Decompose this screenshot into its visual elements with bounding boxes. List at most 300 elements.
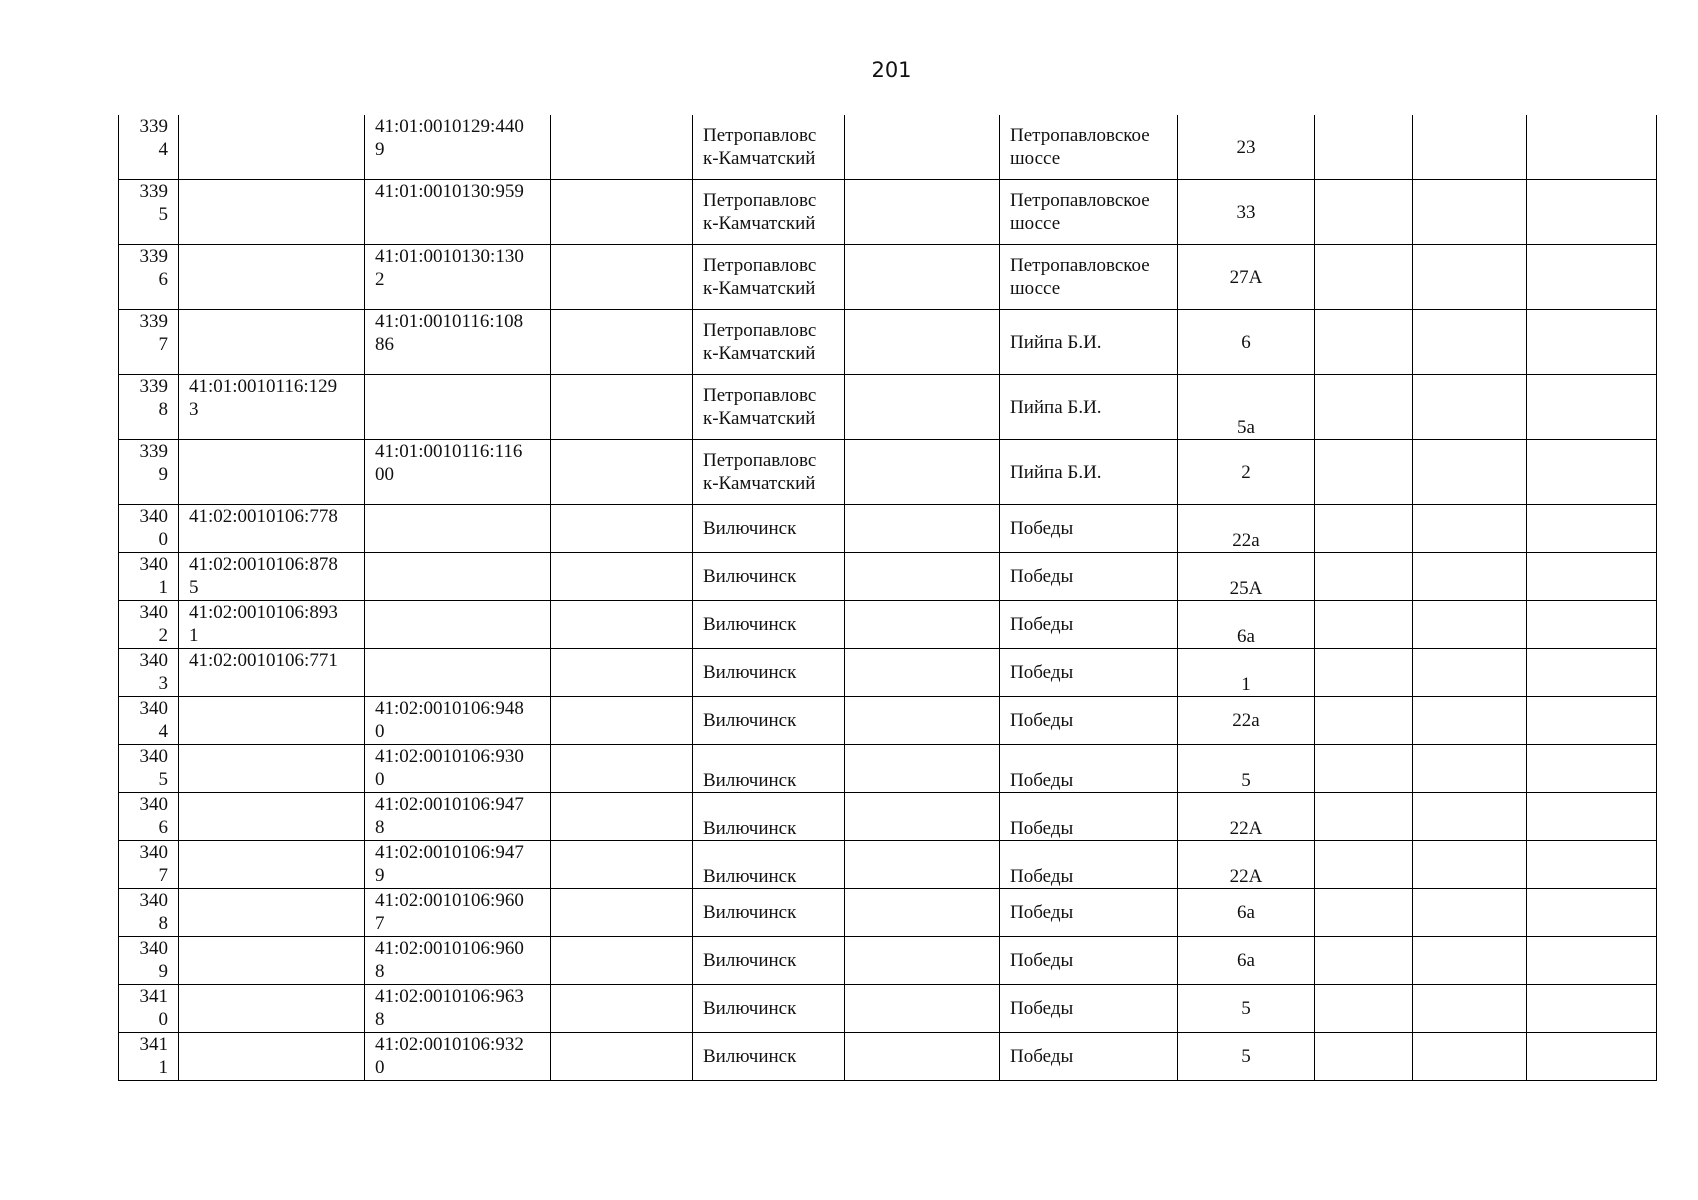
page-number: 201 [871,58,912,82]
row-number-part1: 340 [139,890,168,911]
street-cell [1000,180,1178,245]
city-line1: Вилючинск [703,614,797,635]
cadastral-number-b-line1: 41:02:0010106:960 [375,890,524,911]
city-line2: к-Камчатский [703,343,816,364]
row-number-part1: 339 [139,441,168,462]
city-line1: Вилючинск [703,866,797,887]
empty-cell [1413,649,1527,697]
city-line2: к-Камчатский [703,473,816,494]
house-number: 22А [1229,866,1263,887]
table-row [119,745,1657,793]
row-number-cell [119,601,179,649]
row-number-cell [119,440,179,505]
cadastral-number-b-line1: 41:01:0010130:130 [375,246,524,267]
empty-cell [845,745,1000,793]
city-cell [693,440,845,505]
table-row [119,793,1657,841]
street-cell [1000,115,1178,180]
house-number-cell [1178,245,1315,310]
empty-cell [551,649,693,697]
cadastral-number-b-cell [365,440,551,505]
row-number-part1: 340 [139,938,168,959]
cadastral-number-b-cell [365,841,551,889]
street-cell [1000,697,1178,745]
table-row [119,180,1657,245]
cadastral-number-b-line1: 41:01:0010116:116 [375,441,523,462]
city-cell [693,180,845,245]
cadastral-number-b-cell [365,310,551,375]
empty-cell [551,180,693,245]
city-line1: Вилючинск [703,770,797,791]
row-number-cell [119,841,179,889]
cadastral-number-a-cell [179,180,365,245]
cadastral-number-a-line1: 41:02:0010106:878 [189,554,338,575]
row-number-cell [119,115,179,180]
empty-cell [1527,180,1657,245]
table-row [119,841,1657,889]
row-number-part1: 340 [139,842,168,863]
house-number-cell [1178,375,1315,440]
street-line2: шоссе [1010,213,1061,234]
city-cell [693,889,845,937]
house-number-cell [1178,985,1315,1033]
city-line1: Вилючинск [703,950,797,971]
row-number-cell [119,649,179,697]
cadastral-number-b-cell [365,1033,551,1081]
empty-cell [1315,440,1413,505]
street-line1: Победы [1010,818,1074,839]
table-row [119,1033,1657,1081]
row-number-part1: 340 [139,506,168,527]
empty-cell [1413,440,1527,505]
house-number-cell [1178,115,1315,180]
cadastral-number-b-cell [365,937,551,985]
street-cell [1000,505,1178,553]
row-number-part2: 0 [158,1009,168,1030]
empty-cell [551,1033,693,1081]
cadastral-number-b-line1: 41:01:0010130:959 [375,181,524,202]
empty-cell [1527,697,1657,745]
street-line1: Победы [1010,902,1074,923]
empty-cell [1315,697,1413,745]
row-number-part2: 4 [158,721,168,742]
row-number-part1: 339 [139,376,168,397]
empty-cell [551,793,693,841]
house-number-cell [1178,793,1315,841]
empty-cell [1527,553,1657,601]
empty-cell [551,440,693,505]
cadastral-number-b-line1: 41:02:0010106:947 [375,842,524,863]
row-number-part1: 340 [139,794,168,815]
street-cell [1000,745,1178,793]
row-number-part1: 340 [139,554,168,575]
row-number-part2: 2 [158,625,168,646]
empty-cell [1315,793,1413,841]
empty-cell [845,553,1000,601]
house-number-cell [1178,180,1315,245]
cadastral-number-b-cell [365,745,551,793]
row-number-part2: 8 [158,913,168,934]
street-line2: шоссе [1010,278,1061,299]
street-cell [1000,649,1178,697]
registry-table [118,115,1657,1081]
empty-cell [845,505,1000,553]
city-cell [693,841,845,889]
cadastral-number-a-cell [179,697,365,745]
city-line1: Вилючинск [703,1046,797,1067]
cadastral-number-a-cell [179,505,365,553]
house-number: 2 [1241,461,1251,483]
table-row [119,505,1657,553]
city-cell [693,649,845,697]
city-cell [693,793,845,841]
city-cell [693,745,845,793]
cadastral-number-a-cell [179,889,365,937]
empty-cell [845,115,1000,180]
empty-cell [1413,793,1527,841]
street-line1: Петропавловское [1010,255,1150,276]
empty-cell [1315,889,1413,937]
street-cell [1000,1033,1178,1081]
empty-cell [845,985,1000,1033]
street-line1: Победы [1010,710,1074,731]
empty-cell [1413,601,1527,649]
street-line1: Победы [1010,1046,1074,1067]
empty-cell [845,1033,1000,1081]
cadastral-number-a-cell [179,649,365,697]
cadastral-number-a-cell [179,1033,365,1081]
cadastral-number-a-cell [179,375,365,440]
cadastral-number-b-cell [365,649,551,697]
cadastral-number-a-line2: 41:02:0010106:778 [189,506,338,527]
cadastral-number-b-cell [365,505,551,553]
empty-cell [1413,697,1527,745]
cadastral-number-b-line1: 41:02:0010106:948 [375,698,524,719]
city-cell [693,553,845,601]
empty-cell [551,985,693,1033]
cadastral-number-b-cell [365,553,551,601]
cadastral-number-b-line2: 2 [375,269,385,290]
house-number-cell [1178,1033,1315,1081]
row-number-part1: 339 [139,181,168,202]
empty-cell [1527,841,1657,889]
empty-cell [1413,985,1527,1033]
empty-cell [1315,553,1413,601]
city-cell [693,1033,845,1081]
empty-cell [1315,375,1413,440]
house-number-cell [1178,649,1315,697]
house-number: 6а [1237,626,1255,647]
empty-cell [845,245,1000,310]
empty-cell [1413,841,1527,889]
city-line1: Вилючинск [703,662,797,683]
street-line1: Победы [1010,566,1074,587]
city-line1: Петропавловс [703,385,817,406]
empty-cell [551,375,693,440]
empty-cell [845,649,1000,697]
row-number-part1: 340 [139,602,168,623]
row-number-part1: 340 [139,746,168,767]
table-row [119,985,1657,1033]
table-row [119,889,1657,937]
row-number-part1: 340 [139,698,168,719]
house-number: 27А [1229,266,1263,288]
city-cell [693,310,845,375]
house-number-cell [1178,889,1315,937]
row-number-part2: 7 [158,334,168,355]
street-line1: Пийпа Б.И. [1010,461,1102,483]
row-number-cell [119,793,179,841]
cadastral-number-a-cell [179,310,365,375]
city-cell [693,375,845,440]
empty-cell [845,375,1000,440]
cadastral-number-b-line2: 86 [375,334,394,355]
cadastral-number-b-line1: 41:02:0010106:930 [375,746,524,767]
table-row [119,245,1657,310]
row-number-part1: 341 [139,986,168,1007]
cadastral-number-b-line2: 8 [375,817,385,838]
row-number-part1: 339 [139,311,168,332]
cadastral-number-b-line1: 41:02:0010106:963 [375,986,524,1007]
street-line1: Победы [1010,950,1074,971]
row-number-part2: 5 [158,204,168,225]
empty-cell [1315,310,1413,375]
city-line1: Вилючинск [703,566,797,587]
table-row [119,601,1657,649]
row-number-cell [119,310,179,375]
cadastral-number-a-cell [179,440,365,505]
house-number: 5 [1241,1046,1251,1067]
empty-cell [1527,937,1657,985]
empty-cell [1315,1033,1413,1081]
cadastral-number-b-line2: 7 [375,913,385,934]
empty-cell [1315,745,1413,793]
empty-cell [1413,180,1527,245]
street-line1: Победы [1010,770,1074,791]
empty-cell [1315,115,1413,180]
table-row [119,375,1657,440]
empty-cell [1527,115,1657,180]
cadastral-number-b-cell [365,601,551,649]
cadastral-number-a-cell [179,937,365,985]
empty-cell [845,180,1000,245]
cadastral-number-a-line2: 3 [189,399,199,420]
city-line1: Петропавловс [703,255,817,276]
cadastral-number-a-cell [179,553,365,601]
empty-cell [1315,245,1413,310]
cadastral-number-a-line2: 41:02:0010106:771 [189,650,338,671]
empty-cell [1527,310,1657,375]
empty-cell [1413,1033,1527,1081]
row-number-cell [119,245,179,310]
house-number: 33 [1236,201,1256,223]
row-number-cell [119,985,179,1033]
empty-cell [551,745,693,793]
empty-cell [1527,440,1657,505]
empty-cell [1413,745,1527,793]
empty-cell [1413,553,1527,601]
street-cell [1000,601,1178,649]
empty-cell [551,937,693,985]
street-cell [1000,985,1178,1033]
cadastral-number-b-cell [365,697,551,745]
city-line1: Петропавловс [703,320,817,341]
city-cell [693,115,845,180]
row-number-part1: 339 [139,116,168,137]
empty-cell [1527,601,1657,649]
empty-cell [1315,505,1413,553]
street-line1: Победы [1010,518,1074,539]
cadastral-number-a-cell [179,601,365,649]
row-number-cell [119,180,179,245]
cadastral-number-b-line2: 0 [375,1057,385,1078]
empty-cell [845,841,1000,889]
street-line1: Петропавловское [1010,190,1150,211]
empty-cell [551,245,693,310]
empty-cell [1527,889,1657,937]
city-line2: к-Камчатский [703,408,816,429]
row-number-cell [119,1033,179,1081]
empty-cell [1527,245,1657,310]
row-number-part2: 5 [158,769,168,790]
empty-cell [1413,310,1527,375]
empty-cell [1413,937,1527,985]
house-number: 22а [1232,710,1260,731]
street-cell [1000,841,1178,889]
row-number-part1: 340 [139,650,168,671]
house-number-cell [1178,601,1315,649]
house-number-cell [1178,745,1315,793]
empty-cell [551,553,693,601]
house-number-cell [1178,310,1315,375]
row-number-part2: 1 [158,1057,168,1078]
house-number-cell [1178,505,1315,553]
row-number-cell [119,553,179,601]
empty-cell [1315,180,1413,245]
cadastral-number-a-line2: 1 [189,625,199,646]
street-cell [1000,440,1178,505]
empty-cell [845,697,1000,745]
city-line1: Петропавловс [703,450,817,471]
city-line2: к-Камчатский [703,148,816,169]
empty-cell [1527,1033,1657,1081]
cadastral-number-b-line1: 41:01:0010116:108 [375,311,524,332]
cadastral-number-a-line1: 41:02:0010106:893 [189,602,338,623]
empty-cell [1315,601,1413,649]
empty-cell [1315,649,1413,697]
empty-cell [1527,745,1657,793]
house-number-cell [1178,841,1315,889]
row-number-part2: 7 [158,865,168,886]
street-line1: Победы [1010,998,1074,1019]
cadastral-number-b-cell [365,985,551,1033]
cadastral-number-b-line2: 8 [375,1009,385,1030]
city-line1: Вилючинск [703,518,797,539]
row-number-cell [119,697,179,745]
house-number-cell [1178,440,1315,505]
city-cell [693,505,845,553]
table-row [119,310,1657,375]
empty-cell [1527,793,1657,841]
street-line2: шоссе [1010,148,1061,169]
city-line2: к-Камчатский [703,213,816,234]
cadastral-number-a-line1: 41:01:0010116:129 [189,376,338,397]
empty-cell [1527,649,1657,697]
cadastral-number-a-cell [179,793,365,841]
empty-cell [551,889,693,937]
empty-cell [551,505,693,553]
cadastral-number-b-line1: 41:02:0010106:960 [375,938,524,959]
row-number-part2: 4 [158,139,168,160]
house-number: 25А [1229,578,1263,599]
table-row [119,553,1657,601]
empty-cell [1315,985,1413,1033]
table-row [119,115,1657,180]
cadastral-number-a-cell [179,985,365,1033]
city-cell [693,937,845,985]
cadastral-number-b-cell [365,115,551,180]
empty-cell [1413,889,1527,937]
city-cell [693,985,845,1033]
house-number: 22а [1232,530,1260,551]
street-line1: Победы [1010,662,1074,683]
row-number-cell [119,889,179,937]
empty-cell [845,310,1000,375]
city-line1: Вилючинск [703,902,797,923]
cadastral-number-b-line1: 41:01:0010129:440 [375,116,524,137]
cadastral-number-b-line2: 0 [375,721,385,742]
empty-cell [551,601,693,649]
house-number: 22А [1229,818,1263,839]
cadastral-number-b-line2: 9 [375,865,385,886]
row-number-cell [119,937,179,985]
cadastral-number-b-cell [365,245,551,310]
table-row [119,697,1657,745]
house-number-cell [1178,697,1315,745]
empty-cell [1315,841,1413,889]
house-number: 6а [1237,950,1255,971]
row-number-cell [119,375,179,440]
house-number-cell [1178,553,1315,601]
empty-cell [845,889,1000,937]
empty-cell [845,937,1000,985]
row-number-part2: 6 [158,269,168,290]
cadastral-number-b-cell [365,180,551,245]
city-line2: к-Камчатский [703,278,816,299]
house-number: 6а [1237,902,1255,923]
cadastral-number-b-line2: 0 [375,769,385,790]
cadastral-number-b-cell [365,793,551,841]
street-cell [1000,793,1178,841]
city-line1: Вилючинск [703,998,797,1019]
street-cell [1000,375,1178,440]
table-row [119,937,1657,985]
row-number-cell [119,505,179,553]
row-number-part2: 6 [158,817,168,838]
row-number-cell [119,745,179,793]
table-row [119,440,1657,505]
cadastral-number-a-cell [179,115,365,180]
cadastral-number-a-cell [179,841,365,889]
row-number-part2: 9 [158,961,168,982]
city-line1: Петропавловс [703,125,817,146]
house-number: 1 [1241,674,1251,695]
street-line1: Победы [1010,866,1074,887]
street-cell [1000,553,1178,601]
city-cell [693,245,845,310]
empty-cell [1527,505,1657,553]
city-line1: Петропавловс [703,190,817,211]
